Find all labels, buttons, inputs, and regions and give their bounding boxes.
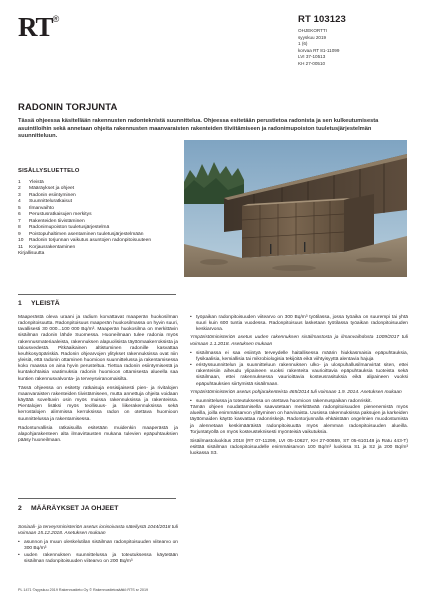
toc-item[interactable]: 5 Ilmanvaihto [18,205,55,211]
toc-item[interactable]: 11 Korjausrakentaminen [18,244,76,250]
paragraph: Ympäristöministeriön asetus pohjarakenteista 465/2014 tuli voimaan 1.9. 2014. Asetuksen mukaan [190,389,402,395]
toc-item[interactable]: 3 Radonin esiintyminen [18,192,76,198]
paragraph: Ympäristöministeriön asetus uuden rakennuksen sisäilmastosta ja ilmanvaihdosta 1009/2017 tuli voimaan 1.1.2018. Asetuksen mukaan [190,335,408,347]
list-item: • suunnittelussa ja toteutuksessa on otettava huomioon rakennuspaikan radonriskit. [190,399,408,405]
bullet-list [190,399,408,405]
paragraph: Tämän ohjeen noudattamisella saavutetaan merkittävää radonpitoisuuden pienenemistä myös alueilla, joilla enimmäisarvon ylittyminen on harvinaista. Uusissa rakennuksissa paksujen ja karkeiden täyttömaiden käyttö kasvattaa radonriskejä. Radontorjunnalla ehkäistään ongelmien muodostumista ja alennetaan keskimääräistä radonpitoisuutta myös alemman radonpitoisuuden alueilla. Torjuntatyöllä on myös kosteusteknisesti myönteisiä vaikutuksia. [190,405,408,435]
section-1-body [18,315,178,447]
toc-item[interactable]: 7 Rakenteiden tiivistäminen [18,218,85,224]
list-item: • sisäilmassa ei saa esiintyä terveydelle haitallisessa määrin hiukkasmaisia epäpuhtauksia, fysikaalisia, kemiallisia tai mikrobiologisia tekijöitä eikä viihtyisyyttä alentavia hajuja [190,351,408,363]
right-column-body [190,315,408,460]
doc-code: RT 103123 [298,14,346,25]
table-of-contents [18,168,176,257]
toc-item[interactable]: 9 Poistopuhaltimen asentaminen tuuletusjärjestelmään [18,231,144,237]
meta-line: OHJEKORTTI [298,28,328,33]
section-2-body [18,525,178,565]
foundation-photo-illustration [184,140,407,277]
meta-line: LVI 37-10513 [298,54,326,60]
page-footer: PL 1471 ©syyskuu 2019 Rakennustieto Oy © Rakennustietosäätiö RTS sr 2019 [18,588,149,592]
toc-item[interactable]: 2 Määräykset ja ohjeet [18,186,75,192]
rt-logo: RT® [18,12,60,42]
list-item: • eristyssuunnittelun ja suunnitteluun rakennuksen ulko- ja ulospuhallusilmanvirtat siten, ettei rakenteisiin aiheudu ylipaineen vuoksi rakenteita vaurioittavia epäpuhtauksia tuoteista sekä sisäilmaan, ettei rakennuksessa vaurioittavia kosteusrasituksia eikä alipaineen vuoksi epäpuhtauksien siirtymistä sisäilmaan. [190,363,408,388]
meta-line: korvaa RT 81-11099 [298,47,340,53]
foundation-photo [184,140,407,277]
page-title: RADONIN TORJUNTA [18,102,118,113]
toc-item[interactable]: 4 Suunnitteluratkaisut [18,199,72,205]
bullet-list [18,540,178,565]
toc-heading: SISÄLLYSLUETTELO [18,168,80,174]
toc-item-literature[interactable]: Kirjallisuutta [18,250,45,256]
toc-item[interactable]: 1 Yleistä [18,180,44,185]
section-divider [18,498,176,499]
paragraph: Maaperästä oleva uraani ja radium korvattavat maaperän huokosilman radonpitoisuutta. Radonpitoisuus maaperän huokosilmassa on hyvin suuri, tavallisesti 30 000...100 000 Bq/m³. Maaperän huokosilma on merkittävin sisäilman radonin lähde Suomessa. Huoneilmaan tulee radonia myös rakennusmateriaaleista, rakennuksen alapuolisista täyttömaakerroksista ja talousvedestä. Pitkäaikainen altistuminen radonille kasvattaa keuhkosyöpäriskiä. Radonin ohjearvojen ylitykset rakennuksissa ovat niin yleisiä, että radonin ottaminen huomioon suunnittelussa ja rakentamisessa koko maassa on aina hyvin perusteltua. Tiettoa radonin esiintymisestä ja kuntakohtaisia vaatimuksia radonin huomioon ottamisesta alueella saa kuntien rakennusvalvonta- ja terveysviranomaisilta. [18,315,178,382]
toc-item[interactable]: 8 Radonimupoiston tuuletusjärjestelmä [18,225,110,231]
paragraph: Radonturvallisia ratkaisuilla esitetään muidenkin maaperästä ja alapohjarakenteen alta ilmavirtausten mukana tulevien epäpuhtauksien pääsy huoneilmaan. [18,425,178,443]
paragraph: Sisäilmastoluokitus 2018 (RT 07-11299, LVI 05-10627, KH 27-00659, ST 05-610148 ja Ratu 443-T) esittää sisäilman radonpitoisuudelle enimmäisarvon 100 Bq/m³ luokissa S1 ja S2 ja 200 Bq/m³ luokassa S3. [190,438,408,457]
list-item: • työpaikan radonpitoisuuden viitearvo on 300 Bq/m³ työtilassa, jossa työaika on suurempi tai yhtä suuri kuin 600 tuntia vuodessa. Radonpitoisuus lasketaan työtilassa työaikan radonpitoisuuden keskiarvona. [190,315,408,333]
intro-paragraph: Tässä ohjeessa käsitellään rakennusten radonteknistä suunnittelua. Ohjeessa esitetään perustietoa radonista ja sen kulkeutumisesta asuintiloihin sekä annetaan ohjeita rakennusten maanvaraisten rakenteiden tiiviitämiseen ja radonimupoiston tuuletusjärjestelmän suunnitteluun. [18,118,379,140]
toc-item[interactable]: 6 Perustusratkaisujen merkitys [18,212,92,218]
meta-line: syyskuu 2019 [298,34,327,40]
list-item: • asunnon ja muun oleskelutilan sisäilman radonpitoisuuden viitearvo on 300 Bq/m³ [18,540,178,552]
section-heading-2: 2 MÄÄRÄYKSET JA OHJEET [18,505,119,512]
meta-line: 1 (6) [298,41,308,47]
list-item: • uuden rakennuksen suunnittelussa ja toteutuksessa käytetään sisäilman radonpitoisuuden viitearvo on 200 Bq/m³ [18,553,178,565]
paragraph: Sosiaali- ja terveysministeriön asetus ionisoivasta säteilystä 1044/2018 tuli voimaan 15.12.2018. Asetuksen mukaan [18,525,178,537]
bullet-list [190,351,408,388]
bullet-list [190,315,408,333]
meta-line: KH 27-00510 [298,60,326,66]
document-meta [298,14,416,68]
paragraph: Tässä ohjeessa on esitetty ratkaisuja ensisijaisesti pien- ja rivitalojen maanvaraisten rakenteiden tiivistämiseen, mutta annettuja ohjeita voidaan käyttää soveltuvin osin myös muissa rakennuksissa ja rakenteissa. Pientalojen lisäksi myös teollisuus- ja liikerakennuksissa sekä kerrostalojen alimmissa kerroksissa radon on otettava huomioon suunnittelussa ja rakentamisessa. [18,385,178,422]
section-heading-1: 1 YLEISTÄ [18,300,60,307]
section-divider [18,294,176,295]
toc-item[interactable]: 10 Radonin torjunnan vaikutus asuntojen radonpitoisuuteen [18,238,152,244]
